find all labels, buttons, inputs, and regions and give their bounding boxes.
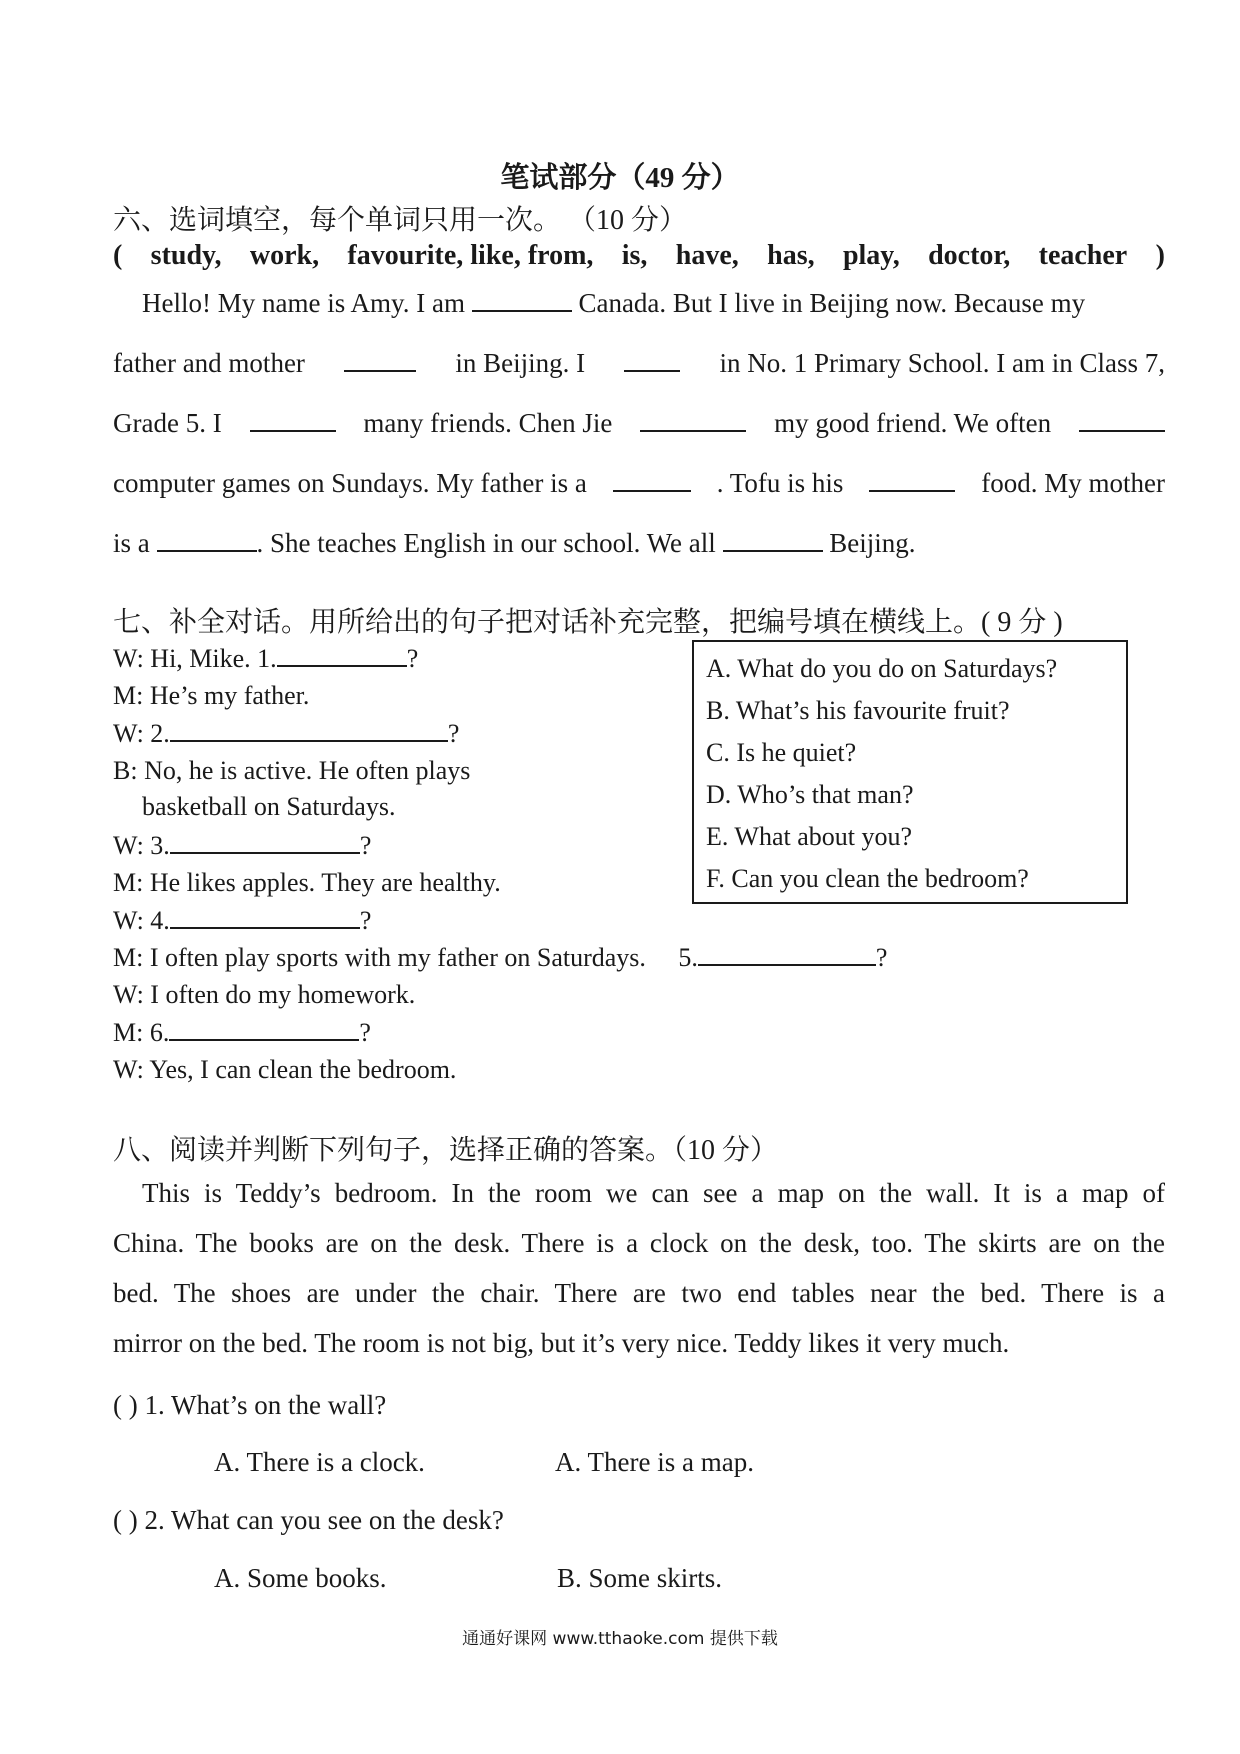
- dialogue-line: [113, 830, 371, 861]
- question-2-option-a: A. Some books.: [214, 1563, 387, 1593]
- word-bank-item: has,: [767, 240, 815, 271]
- answer-blank-1[interactable]: [277, 643, 407, 667]
- fill-blank[interactable]: [723, 528, 823, 552]
- dialogue-line: [113, 942, 887, 973]
- dialogue-text: 5.: [678, 943, 698, 972]
- passage-line: [142, 288, 1085, 319]
- question-mark: ?: [359, 831, 372, 860]
- reading-line: China. The books are on the desk. There is a clock on the desk, too. The skirts are on the: [113, 1228, 1165, 1258]
- question-mark: ?: [447, 719, 460, 748]
- passage-line: [113, 348, 1165, 379]
- word-bank-item: work,: [249, 240, 320, 271]
- dialogue-line: [113, 643, 418, 674]
- answer-parens[interactable]: ( ): [113, 1505, 138, 1535]
- question-1: [113, 1390, 386, 1421]
- dialogue-text: W: 3.: [113, 831, 170, 860]
- passage-text: computer games on Sundays. My father is a: [113, 468, 587, 498]
- fill-blank[interactable]: [157, 528, 257, 552]
- section-8-heading: 八、阅读并判断下列句子，选择正确的答案。（10 分）: [113, 1135, 779, 1166]
- passage-text: my good friend. We often: [774, 408, 1052, 438]
- passage-text: is a: [113, 528, 150, 558]
- word-bank-item: is,: [621, 240, 648, 271]
- dialogue-text: W: Hi, Mike. 1.: [113, 644, 277, 673]
- word-bank-item: doctor,: [928, 240, 1011, 271]
- passage-line: [113, 528, 916, 559]
- reading-line: This is Teddy’s bedroom. In the room we can see a map on the wall. It is a map of: [142, 1178, 1165, 1208]
- word-bank-close-paren: ): [1155, 240, 1165, 271]
- dialogue-line: [113, 718, 459, 749]
- dialogue-text: W: 2.: [113, 719, 170, 748]
- passage-text: . She teaches English in our school. We all: [256, 528, 716, 558]
- passage-text: Grade 5. I: [113, 408, 222, 438]
- answer-blank-6[interactable]: [169, 1017, 359, 1041]
- page-footer: 通通好课网 www.tthaoke.com 提供下载: [462, 1629, 778, 1649]
- answer-blank-4[interactable]: [170, 905, 360, 929]
- section-7-heading: 七、补全对话。用所给出的句子把对话补充完整，把编号填在横线上。( 9 分 ): [113, 607, 1063, 638]
- question-mark: ?: [406, 644, 419, 673]
- dialogue-text: M: 6.: [113, 1018, 170, 1047]
- options-box: [692, 640, 1128, 904]
- page-title: 笔试部分（49 分）: [500, 162, 740, 194]
- dialogue-line: [113, 905, 371, 936]
- option-d: D. Who’s that man?: [706, 780, 914, 809]
- passage-line: [113, 468, 1165, 499]
- fill-blank[interactable]: [344, 348, 416, 372]
- passage-line: [113, 408, 1165, 439]
- dialogue-line: M: He likes apples. They are healthy.: [113, 868, 501, 897]
- question-1-option-a: A. There is a clock.: [214, 1447, 425, 1477]
- word-bank-item: study,: [150, 240, 222, 271]
- option-f: F. Can you clean the bedroom?: [706, 864, 1029, 893]
- option-c: C. Is he quiet?: [706, 738, 857, 767]
- dialogue-line: M: He’s my father.: [113, 681, 310, 710]
- dialogue-line: [113, 1017, 371, 1048]
- option-a: A. What do you do on Saturdays?: [706, 654, 1058, 683]
- passage-text: Canada. But I live in Beijing now. Because my: [578, 288, 1086, 318]
- answer-blank-5[interactable]: [698, 942, 876, 966]
- question-text: 2. What can you see on the desk?: [144, 1505, 504, 1535]
- fill-blank[interactable]: [250, 408, 336, 432]
- dialogue-text: M: I often play sports with my father on Saturdays.: [113, 943, 646, 972]
- dialogue-text: W: 4.: [113, 906, 170, 935]
- answer-blank-2[interactable]: [170, 718, 448, 742]
- question-mark: ?: [359, 1018, 371, 1047]
- question-2: [113, 1505, 504, 1536]
- option-b: B. What’s his favourite fruit?: [706, 696, 1010, 725]
- section-6-heading: 六、选词填空，每个单词只用一次。 （10 分）: [113, 205, 688, 236]
- word-bank-open-paren: (: [113, 240, 123, 271]
- question-1-option-b: A. There is a map.: [555, 1447, 754, 1477]
- question-2-option-b: B. Some skirts.: [557, 1563, 723, 1593]
- question-text: 1. What’s on the wall?: [144, 1390, 387, 1420]
- word-bank-item: play,: [842, 240, 900, 271]
- option-e: E. What about you?: [706, 822, 913, 851]
- fill-blank[interactable]: [869, 468, 955, 492]
- passage-text: Hello! My name is Amy. I am: [142, 288, 465, 318]
- dialogue-line: W: Yes, I can clean the bedroom.: [113, 1055, 457, 1084]
- passage-text: father and mother: [113, 348, 305, 378]
- reading-line: bed. The shoes are under the chair. There are two end tables near the bed. There is a: [113, 1278, 1165, 1308]
- question-mark: ?: [875, 943, 888, 972]
- word-bank-item: favourite, like, from,: [347, 240, 594, 271]
- word-bank-item: teacher: [1038, 240, 1128, 271]
- word-bank: [113, 240, 1165, 272]
- question-mark: ?: [359, 906, 372, 935]
- passage-text: food. My mother: [981, 468, 1165, 498]
- passage-text: in No. 1 Primary School. I am in Class 7,: [719, 348, 1165, 378]
- dialogue-line: basketball on Saturdays.: [142, 792, 396, 821]
- answer-blank-3[interactable]: [170, 830, 360, 854]
- reading-line: mirror on the bed. The room is not big, but it’s very nice. Teddy likes it very much.: [113, 1328, 1010, 1358]
- passage-text: Beijing.: [829, 528, 916, 558]
- fill-blank[interactable]: [624, 348, 680, 372]
- fill-blank[interactable]: [640, 408, 746, 432]
- fill-blank[interactable]: [472, 288, 572, 312]
- passage-text: many friends. Chen Jie: [363, 408, 613, 438]
- fill-blank[interactable]: [613, 468, 691, 492]
- dialogue-line: B: No, he is active. He often plays: [113, 756, 471, 785]
- word-bank-item: have,: [675, 240, 739, 271]
- answer-parens[interactable]: ( ): [113, 1390, 138, 1420]
- fill-blank[interactable]: [1079, 408, 1165, 432]
- passage-text: . Tofu is his: [716, 468, 844, 498]
- passage-text: in Beijing. I: [455, 348, 586, 378]
- dialogue-line: W: I often do my homework.: [113, 980, 416, 1009]
